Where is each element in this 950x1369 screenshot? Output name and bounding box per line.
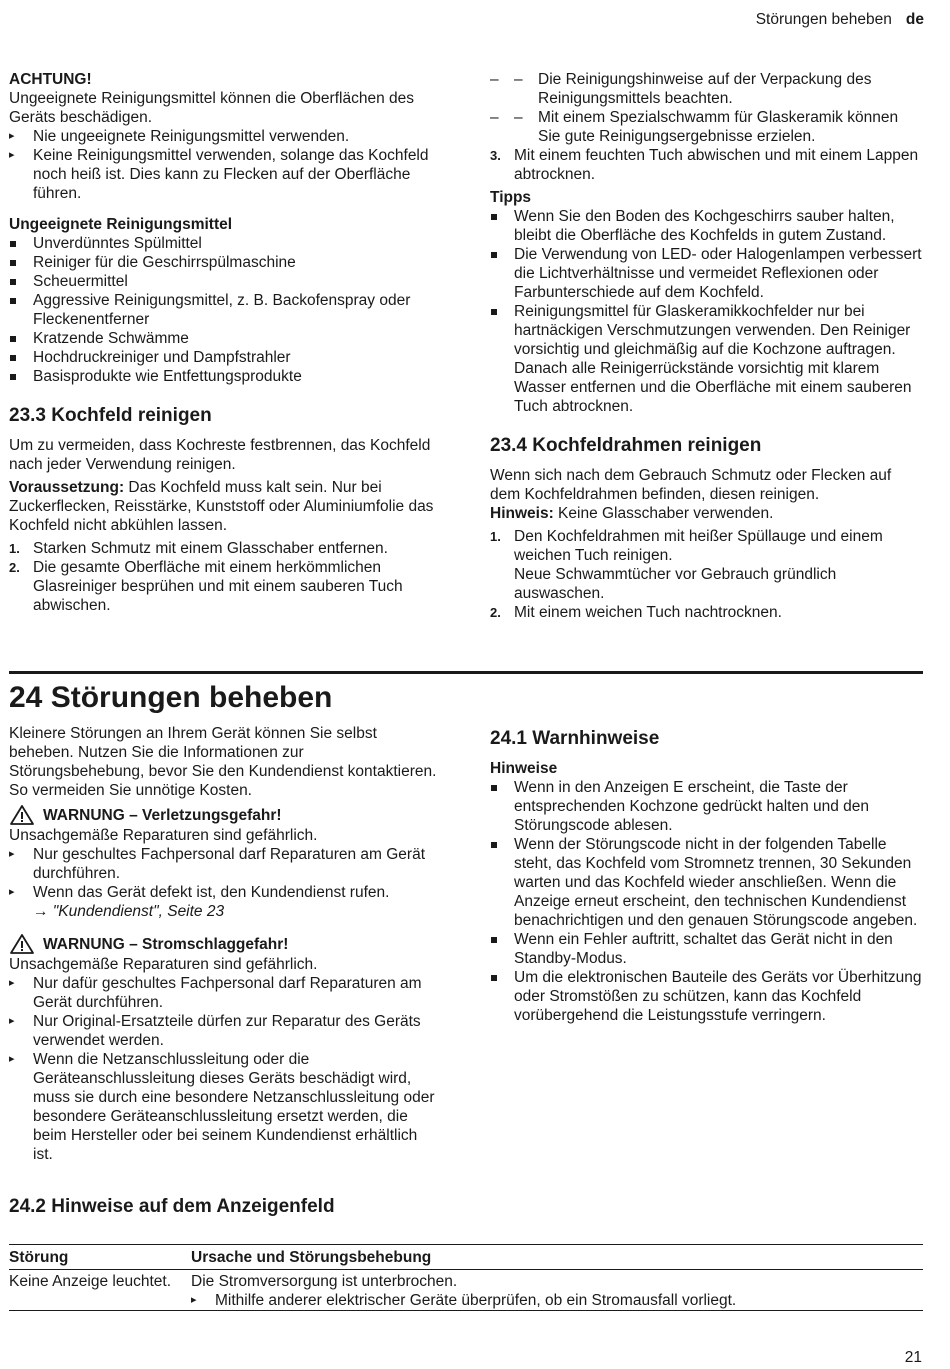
unsuitable-title: Ungeeignete Reinigungsmittel [9,216,233,233]
list-item: – – Die Reinigungshinweise auf der Verpackung des Reinigungsmittels beachten. [490,70,922,108]
hinweise-list [490,778,922,1025]
step-3 [490,146,922,184]
page-number: 21 [904,1349,922,1366]
display-fault-table [9,1244,923,1311]
section-23-4-intro: Wenn sich nach dem Gebrauch Schmutz oder Flecken auf dem Kochfeldrahmen befinden, diesen reinigen. [490,467,892,503]
list-item: Reinigungsmittel für Glaskeramikkochfelder nur bei hartnäckigen Verschmutzungen verwenden. Den Reiniger vorsichtig und gleichmäßig auf die Kochzone auftragen. Danach alle Reinigerrückstände vorsichtig mit klarem Wasser entfernen und die Oberfläche mit einem sauberen Tuch abtrocknen. [490,302,922,416]
warning-shock-title: WARNUNG – Stromschlaggefahr! [9,933,441,955]
list-item: ▸ Keine Reinigungsmittel verwenden, solange das Kochfeld noch heiß ist. Dies kann zu Flecken auf der Oberfläche führen. [9,146,441,203]
warning-shock-text: Unsachgemäße Reparaturen sind gefährlich. [9,956,318,973]
table-row [9,1270,923,1311]
section-23-3-intro: Um zu vermeiden, dass Kochreste festbrennen, das Kochfeld nach jeder Verwendung reinigen. [9,437,431,473]
hint-label: Hinweis: [490,505,554,522]
list-item: Wenn der Störungscode nicht in der folgenden Tabelle steht, das Kochfeld vom Stromnetz trennen, 30 Sekunden warten und das Kochfeld wieder anschließen. Wenn die Anzeige erneut erscheint, den technischen Kundendienst benachrichtigen und den genauen Störungscode angeben. [490,835,922,930]
warning-injury-text: Unsachgemäße Reparaturen sind gefährlich. [9,827,318,844]
list-item: Aggressive Reinigungsmittel, z. B. Backofenspray oder Fleckenentferner [9,291,441,329]
list-item: Kratzende Schwämme [9,329,441,348]
achtung-title: ACHTUNG! [9,71,92,88]
chapter-24-column [9,680,441,1164]
chapter-24-title: 24 Störungen beheben [9,681,333,714]
right-top-column [490,70,922,622]
section-23-4-hint [490,504,922,523]
header-language: de [905,11,924,28]
list-item: ▸ Nur Original-Ersatzteile dürfen zur Reparatur des Geräts verwendet werden. [9,1012,441,1050]
list-item: Reiniger für die Geschirrspülmaschine [9,253,441,272]
requirement-label: Voraussetzung: [9,479,125,496]
section-24-2-title: 24.2 Hinweise auf dem Anzeigenfeld [9,1196,335,1217]
section-23-4-steps [490,527,922,622]
column-header: Ursache und Störungsbehebung [191,1245,923,1270]
list-item: ▸ Nie ungeeignete Reinigungsmittel verwenden. [9,127,441,146]
section-24-1-column [490,727,922,1025]
list-item: – – Mit einem Spezialschwamm für Glaskeramik können Sie gute Reinigungsergebnisse erzielen. [490,108,922,146]
warning-shock-list [9,974,441,1164]
unsuitable-list [9,234,441,386]
table-cell: Die Stromversorgung ist unterbrochen. ▸ Mithilfe anderer elektrischer Geräte überprüfen, ob ein Stromausfall vorliegt. [191,1270,923,1311]
table-header-row [9,1245,923,1270]
tipps-list [490,207,922,416]
header-section: Störungen beheben [755,11,892,28]
warning-triangle-icon [9,933,35,955]
list-item: Scheuermittel [9,272,441,291]
list-item: ▸ Wenn die Netzanschlussleitung oder die Geräteanschlussleitung dieses Geräts beschädigt wird, muss sie durch eine besondere Netzanschlussleitung oder besondere Geräteanschlussleitung ersetzt werden, die beim Hersteller oder bei seinem Kundendienst erhältlich ist. [9,1050,441,1164]
tipps-title: Tipps [490,189,532,206]
hint-text: Keine Glasschaber verwenden. [553,505,774,522]
list-item: Um die elektronischen Bauteile des Geräts vor Überhitzung oder Stromstößen zu schützen, kann das Kochfeld vorübergehend die Leistungsstufe verringern. [490,968,922,1025]
list-item: Hochdruckreiniger und Dampfstrahler [9,348,441,367]
list-item: ▸ Nur geschultes Fachpersonal darf Reparaturen am Gerät durchführen. [9,845,441,883]
requirement-text: Das Kochfeld muss kalt sein. Nur bei Zuckerflecken, Reisstärke, Kunststoff oder Aluminiumfolie das Kochfeld nicht abkühlen lassen. [9,479,434,534]
section-23-3-title: 23.3 Kochfeld reinigen [9,405,212,426]
step-item: 1. Starken Schmutz mit einem Glasschaber entfernen. [9,540,388,557]
warning-triangle-icon [9,804,35,826]
list-item: Die Verwendung von LED- oder Halogenlampen verbessert die Lichtverhältnisse und vermeidet Reflexionen oder Farbunterschiede auf dem Kochfeld. [490,245,922,302]
section-23-4-title: 23.4 Kochfeldrahmen reinigen [490,435,762,456]
list-item: ▸ Mithilfe anderer elektrischer Geräte überprüfen, ob ein Stromausfall vorliegt. [191,1291,923,1310]
list-item: Wenn Sie den Boden des Kochgeschirrs sauber halten, bleibt die Oberfläche des Kochfelds in gutem Zustand. [490,207,922,245]
cleaning-dash-list [490,70,922,146]
step-item: 2. Mit einem weichen Tuch nachtrocknen. [490,604,782,621]
customer-service-link[interactable]: → "Kundendienst", Seite 23 [33,903,225,920]
list-item: Unverdünntes Spülmittel [9,234,441,253]
list-item: Wenn ein Fehler auftritt, schaltet das Gerät nicht in den Standby-Modus. [490,930,922,968]
warning-injury-title: WARNUNG – Verletzungsgefahr! [9,804,441,826]
table-cell: Keine Anzeige leuchtet. [9,1270,191,1311]
achtung-text: Ungeeignete Reinigungsmittel können die Oberflächen des Geräts beschädigen. [9,90,414,126]
warning-injury-list [9,845,441,902]
section-23-3-requirement [9,478,441,535]
chapter-24-intro: Kleinere Störungen an Ihrem Gerät können Sie selbst beheben. Nutzen Sie die Informationen zur Störungsbehebung, bevor Sie den Kundendienst kontaktieren. So vermeiden Sie unnötige Kosten. [9,725,437,799]
list-item: ▸ Wenn das Gerät defekt ist, den Kundendienst rufen. [9,883,441,902]
hinweise-title: Hinweise [490,760,558,777]
left-top-column [9,70,441,615]
column-header: Störung [9,1245,191,1270]
step-item: 1. Den Kochfeldrahmen mit heißer Spüllauge und einem weichen Tuch reinigen. Neue Schwammtücher vor Gebrauch gründlich auswaschen. [490,528,883,602]
list-item: Basisprodukte wie Entfettungsprodukte [9,367,441,386]
step-item: 2. Die gesamte Oberfläche mit einem herkömmlichen Glasreiniger besprühen und mit einem sauberen Tuch abwischen. [9,559,403,614]
section-24-1-title: 24.1 Warnhinweise [490,728,660,749]
list-item: Wenn in den Anzeigen E erscheint, die Taste der entsprechenden Kochzone gedrückt halten und den Störungscode ablesen. [490,778,922,835]
chapter-divider [9,671,923,674]
list-item: ▸ Nur dafür geschultes Fachpersonal darf Reparaturen am Gerät durchführen. [9,974,441,1012]
page-header [756,10,924,29]
section-23-3-steps [9,539,441,615]
step-item: 3. Mit einem feuchten Tuch abwischen und mit einem Lappen abtrocknen. [490,147,919,183]
achtung-list [9,127,441,203]
